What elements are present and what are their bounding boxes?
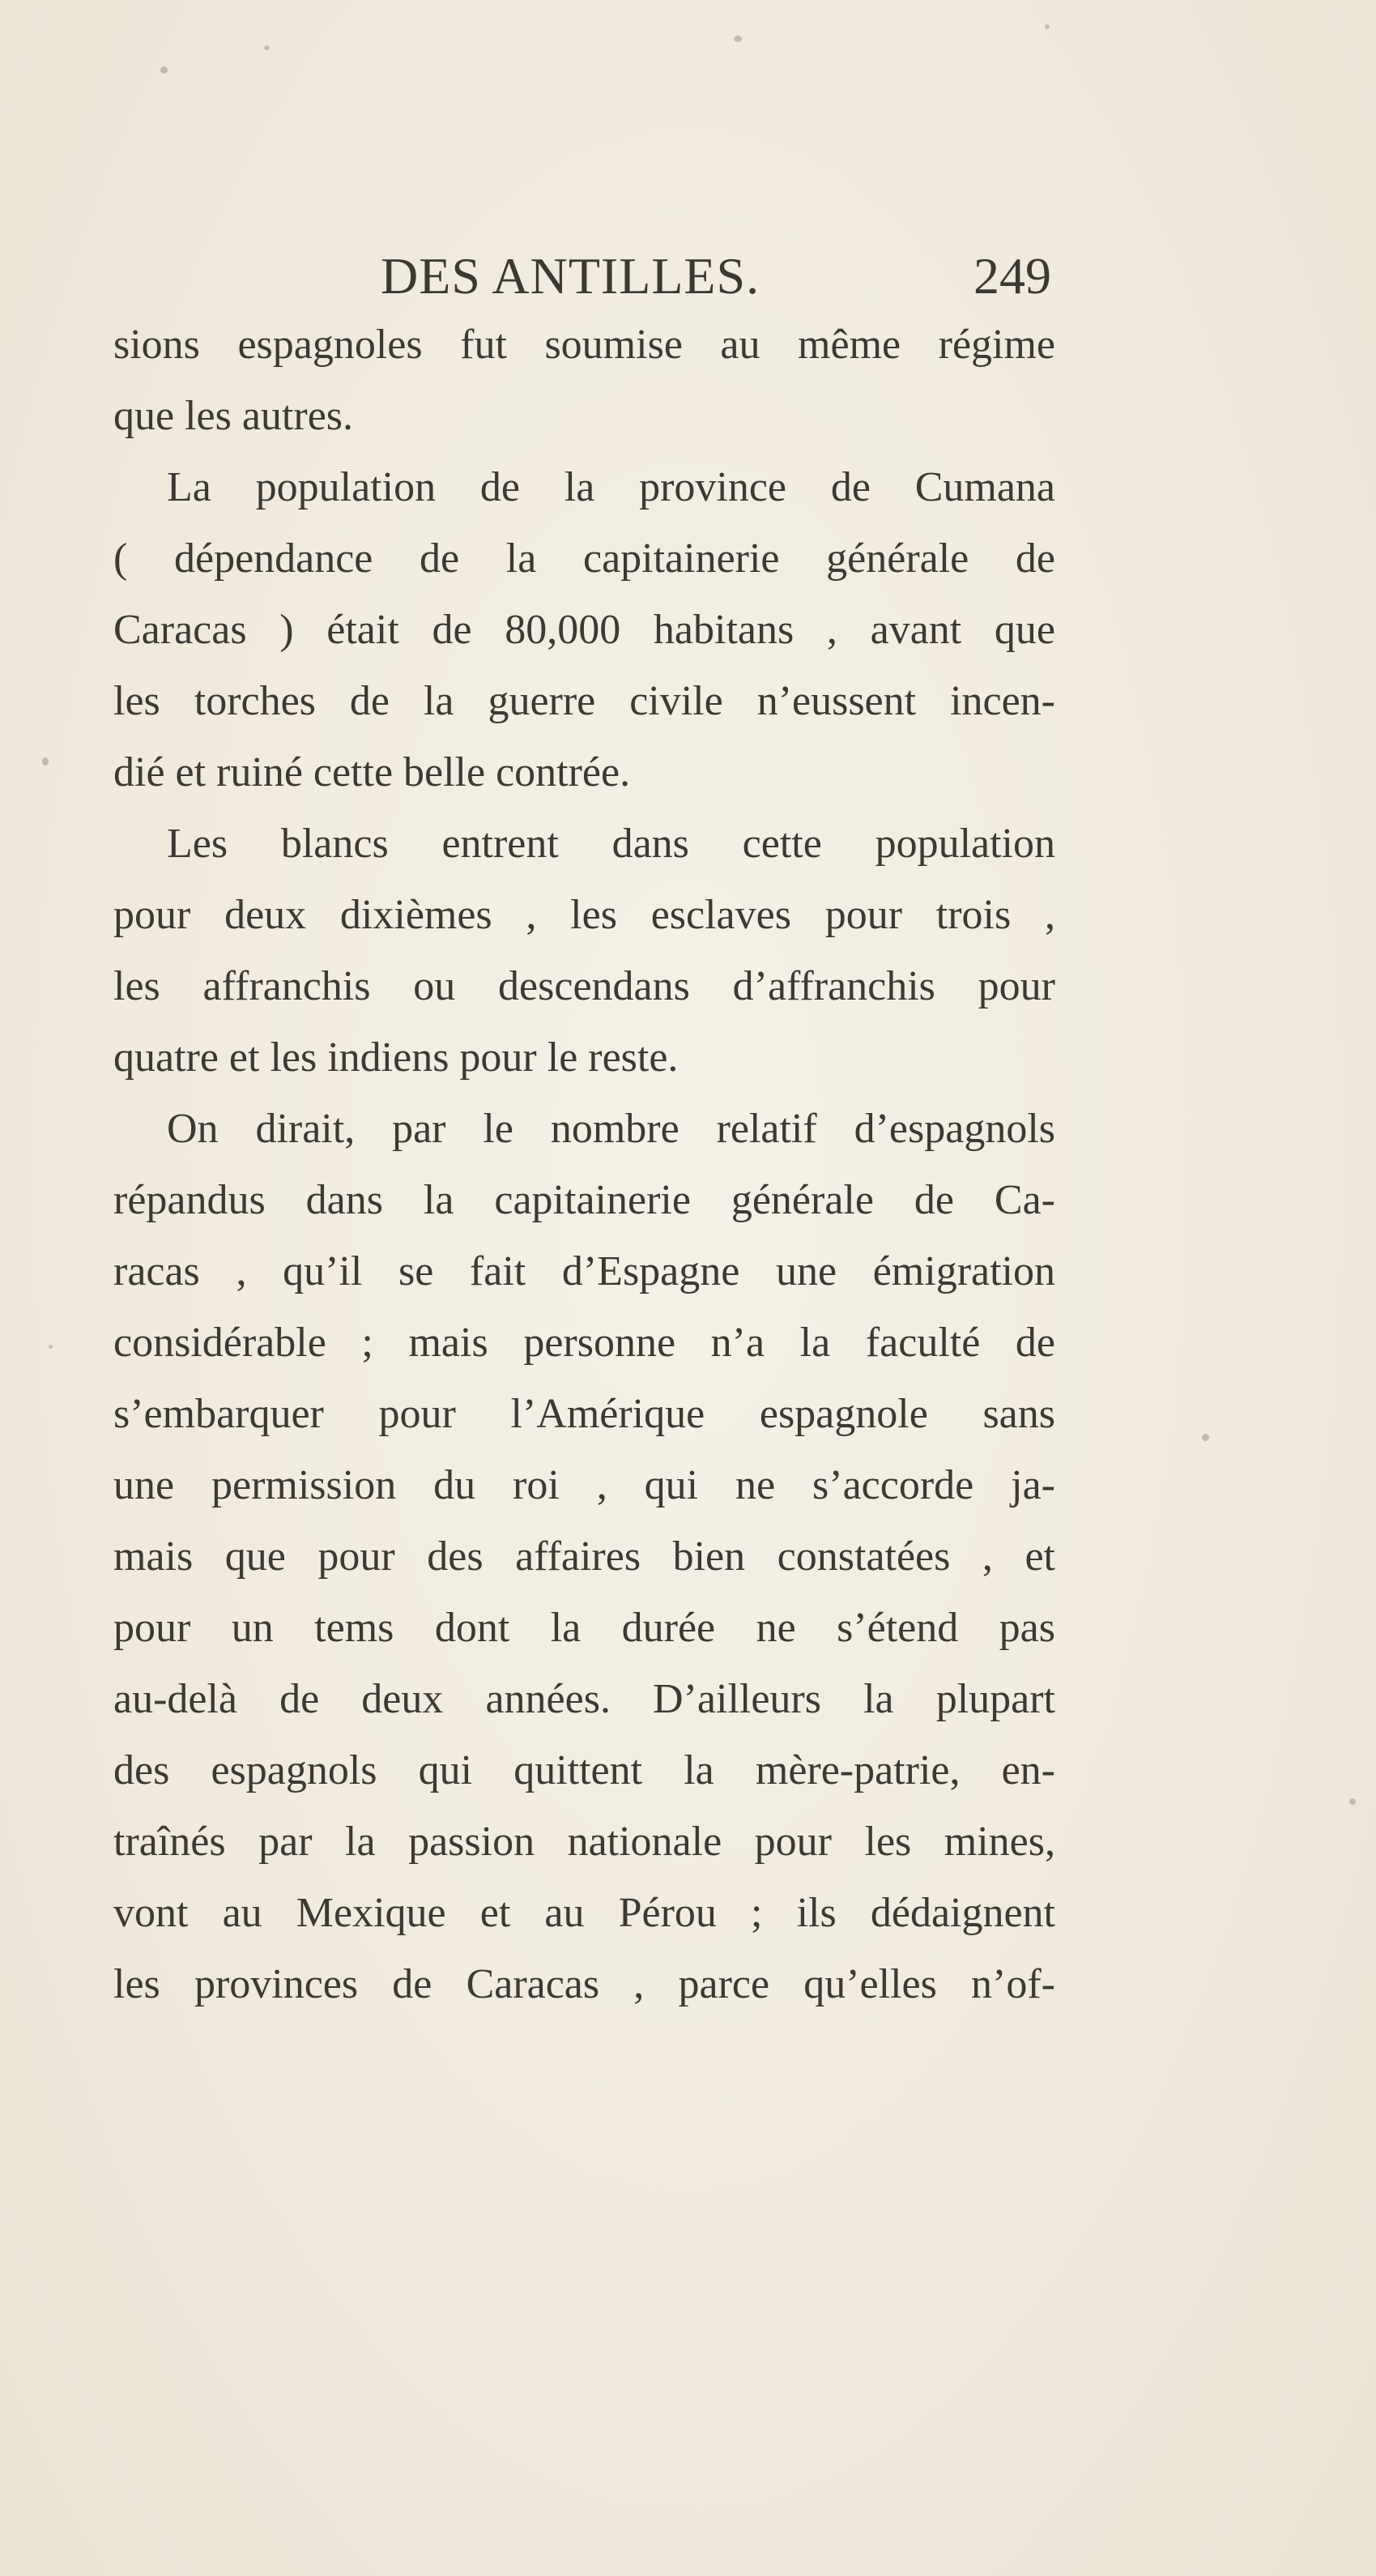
text-line: pour un tems dont la durée ne s’étend pas — [113, 1605, 1055, 1651]
text-line: On dirait, par le nombre relatif d’espagnols — [167, 1106, 1055, 1152]
paper-speck — [1202, 1434, 1209, 1441]
paper-speck — [1349, 1798, 1356, 1805]
text-line: les provinces de Caracas , parce qu’elles n’of- — [113, 1961, 1055, 2007]
text-line: mais que pour des affaires bien constatées , et — [113, 1533, 1055, 1580]
text-line: des espagnols qui quittent la mère-patrie, en- — [113, 1747, 1055, 1793]
text-line: pour deux dixièmes , les esclaves pour trois , — [113, 892, 1055, 938]
body-text — [113, 309, 1055, 2020]
text-line: racas , qu’il se fait d’Espagne une émigration — [113, 1248, 1055, 1294]
paper-speck — [734, 36, 742, 42]
text-line: les affranchis ou descendans d’affranchis pour — [113, 963, 1055, 1009]
text-line: répandus dans la capitainerie générale de Ca- — [113, 1177, 1055, 1223]
paper-speck — [49, 1345, 53, 1349]
text-line: sions espagnoles fut soumise au même régime — [113, 322, 1055, 368]
text-line: considérable ; mais personne n’a la faculté de — [113, 1320, 1055, 1366]
paper-speck — [160, 66, 168, 74]
text-line: vont au Mexique et au Pérou ; ils dédaignent — [113, 1890, 1055, 1936]
text-line: s’embarquer pour l’Amérique espagnole sans — [113, 1391, 1055, 1437]
text-line: traînés par la passion nationale pour les mines, — [113, 1819, 1055, 1865]
text-line: au-delà de deux années. D’ailleurs la plupart — [113, 1676, 1055, 1722]
text-line: une permission du roi , qui ne s’accorde ja- — [113, 1462, 1055, 1508]
paper-speck — [1045, 24, 1050, 29]
text-line: Les blancs entrent dans cette population — [167, 821, 1055, 867]
running-title: DES ANTILLES. — [381, 247, 760, 305]
paper-speck — [42, 757, 49, 766]
text-line: que les autres. — [113, 393, 354, 439]
text-line: les torches de la guerre civile n’eussent incen- — [113, 678, 1055, 724]
text-line: dié et ruiné cette belle contrée. — [113, 749, 631, 795]
text-line: La population de la province de Cumana — [167, 464, 1055, 510]
page-number: 249 — [973, 247, 1051, 305]
text-line: ( dépendance de la capitainerie générale de — [113, 535, 1055, 582]
text-line: Caracas ) était de 80,000 habitans , avant que — [113, 607, 1055, 653]
paper-speck — [264, 45, 270, 50]
running-header — [113, 235, 1053, 308]
text-line: quatre et les indiens pour le reste. — [113, 1034, 679, 1081]
